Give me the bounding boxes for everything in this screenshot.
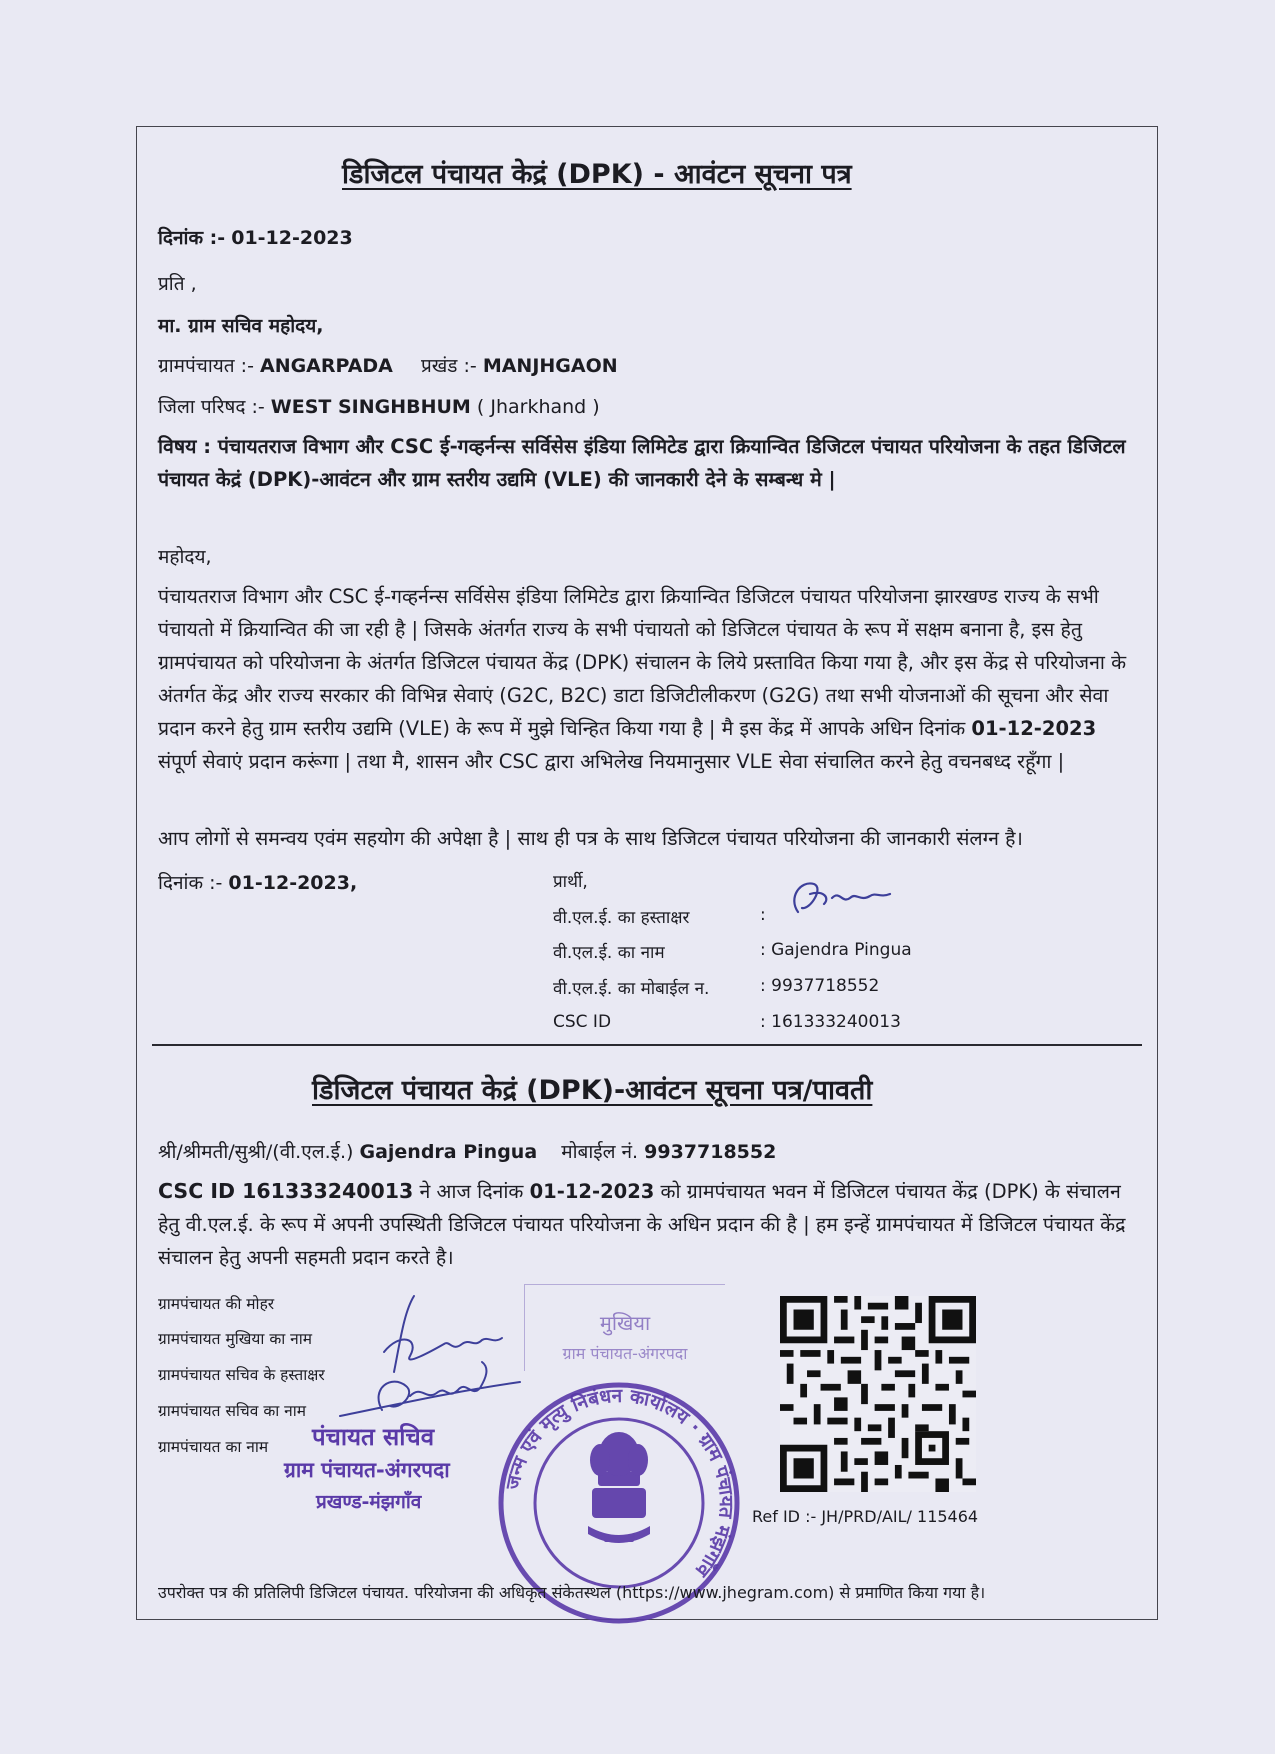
seal-label: ग्रामपंचायत की मोहर: [158, 1295, 275, 1313]
receipt-vle-line: श्री/श्रीमती/सुश्री/(वी.एल.ई.) Gajendra Pingua मोबाईल नं. 9937718552: [158, 1141, 777, 1163]
secretary-stamp-line-3: प्रखण्ड-मंझगाँव: [316, 1491, 422, 1513]
subject: विषय : पंचायतराज विभाग और CSC ई-गव्हर्नन्स सर्विसेस इंडिया लिमिटेड द्वारा क्रियान्वित डिजिटल पंचायत परियोजना के तहत डिजिटल पंचायत केद्रं (DPK)-आवंटन और ग्राम स्तरीय उद्यमि (VLE) की जानकारी देने के सम्बन्ध मे |: [158, 435, 1126, 491]
vle-mobile-value: : 9937718552: [760, 976, 880, 996]
to-line: प्रति ,: [158, 273, 197, 295]
secretary-sign-label: ग्रामपंचायत सचिव के हस्ताक्षर: [158, 1366, 325, 1384]
csc-id-value: : 161333240013: [760, 1012, 901, 1032]
vle-signature: [780, 868, 900, 928]
svg-text:जन्म एवं मृत्यु निबंधन कार्याल: जन्म एवं मृत्यु निबंधन कार्यालय · ग्राम पंचायत मंझगाँव: [501, 1384, 738, 1581]
section-divider: [152, 1044, 1142, 1046]
gram-panchayat-line: ग्रामपंचायत :- ANGARPADA प्रखंड :- MANJHGAON: [158, 355, 618, 377]
date-line: दिनांक :- 01-12-2023: [158, 227, 353, 249]
gp-name-label: ग्रामपंचायत का नाम: [158, 1438, 269, 1456]
csc-id-label: CSC ID: [553, 1012, 612, 1032]
secretary-stamp-line-2: ग्राम पंचायत-अंगरपदा: [284, 1458, 450, 1482]
mukhiya-label: ग्रामपंचायत मुखिया का नाम: [158, 1330, 313, 1348]
ref-id: Ref ID :- JH/PRD/AIL/ 115464: [752, 1507, 979, 1526]
footer-note: उपरोक्त पत्र की प्रतिलिपी डिजिटल पंचायत. परियोजना की अधिकृत संकेतस्थल (https://www.jhegram.com) से प्रमाणित किया गया है।: [158, 1583, 986, 1602]
body-paragraph: पंचायतराज विभाग और CSC ई-गव्हर्नन्स सर्विसेस इंडिया लिमिटेड द्वारा क्रियान्वित डिजिटल पंचायत परियोजना झारखण्ड राज्य के सभी पंचायतो में क्रियान्वित की जा रही है | जिसके अंतर्गत राज्य के सभी पंचायतो को डिजिटल पंचायत के रूप में सक्षम बनाना है, इस हेतु ग्रामपंचायत को परियोजना के अंतर्गत डिजिटल पंचायत केंद्र (DPK) संचालन के लिये प्रस्तावित किया गया है, और इस केंद्र से परियोजना के अंतर्गत केंद्र और राज्य सरकार की विभिन्न सेवाएं (G2C, B2C) डाटा डिजिटीलीकरण (G2G) तथा सभी योजनाओं की सूचना और सेवा प्रदान करने हेतु ग्राम स्तरीय उद्यमि (VLE) के रूप में मुझे चिन्हित किया गया है | मै इस केंद्र में आपके अधिन दिनांक 01-12-2023 संपूर्ण सेवाएं प्रदान करूंगा | तथा मै, शासन और CSC द्वारा अभिलेख नियमानुसार VLE सेवा संचालित करने हेतु वचनबध्द रहूँगा |: [158, 585, 1127, 773]
letter-title: डिजिटल पंचायत केद्रं (DPK) - आवंटन सूचना पत्र: [342, 159, 852, 190]
vle-signature-colon: :: [760, 905, 766, 925]
receipt-title: डिजिटल पंचायत केद्रं (DPK)-आवंटन सूचना पत्र/पावती: [312, 1075, 873, 1106]
secretary-stamp-line-1: पंचायत सचिव: [312, 1423, 435, 1451]
sign-date: दिनांक :- 01-12-2023,: [158, 872, 358, 894]
vle-signature-label: वी.एल.ई. का हस्ताक्षर: [553, 908, 690, 928]
vle-name-label: वी.एल.ई. का नाम: [553, 943, 665, 963]
salutation: महोदय,: [158, 546, 212, 568]
district-line: जिला परिषद :- WEST SINGHBHUM ( Jharkhand ): [158, 396, 600, 418]
recipient: मा. ग्राम सचिव महोदय,: [158, 315, 324, 337]
applicant-label: प्रार्थी,: [553, 872, 588, 892]
vle-mobile-label: वी.एल.ई. का मोबाईल न.: [553, 979, 710, 999]
body-closing: आप लोगों से समन्वय एवंम सहयोग की अपेक्षा है | साथ ही पत्र के साथ डिजिटल पंचायत परियोजना की जानकारी संलग्न है।: [158, 827, 1023, 850]
receipt-paragraph: CSC ID 161333240013 ने आज दिनांक 01-12-2023 को ग्रामपंचायत भवन में डिजिटल पंचायत केंद्र (DPK) के संचालन हेतु वी.एल.ई. के रूप में अपनी उपस्थिती डिजिटल पंचायत परियोजना के अधिन प्रदान की है | हम इन्हें ग्रामपंचायत में डिजिटल पंचायत केंद्र संचालन हेतु अपनी सहमती प्रदान करते है।: [158, 1179, 1126, 1269]
qr-code: [780, 1296, 976, 1492]
mukhiya-stamp: मुखिया ग्राम पंचायत-अंगरपदा: [524, 1284, 725, 1371]
secretary-name-label: ग्रामपंचायत सचिव का नाम: [158, 1402, 307, 1420]
vle-name-value: : Gajendra Pingua: [760, 940, 912, 960]
